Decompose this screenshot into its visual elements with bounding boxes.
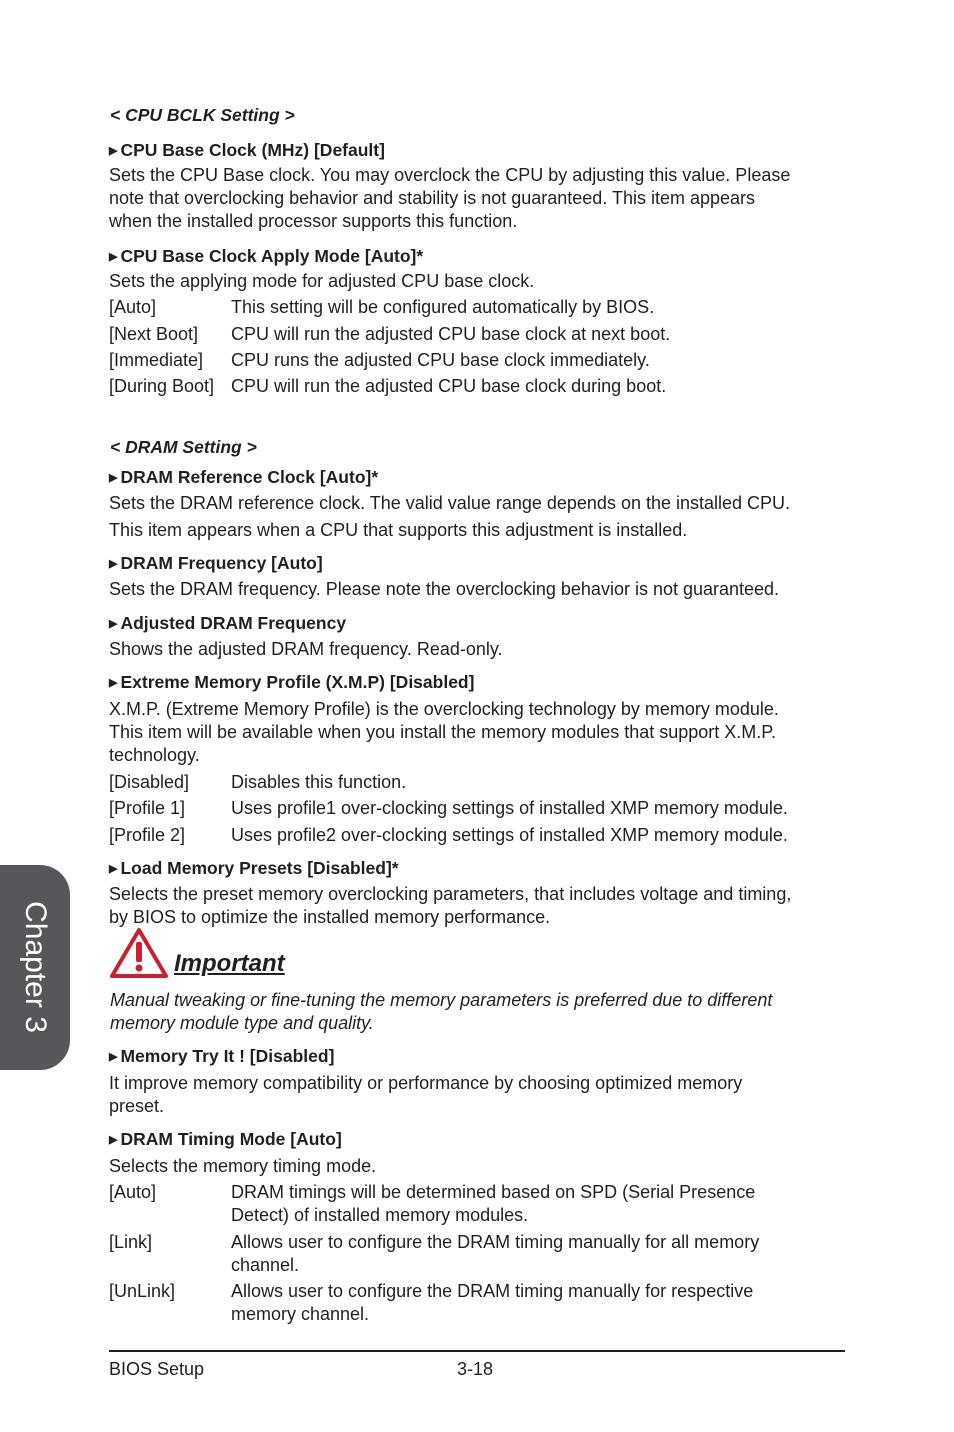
paragraph-line: by BIOS to optimize the installed memory performance. (109, 907, 551, 927)
paragraph-line: It improve memory compatibility or performance by choosing optimized memory (109, 1073, 743, 1093)
chapter-tab-label: Chapter 3 (19, 901, 52, 1033)
item-heading-cpu-apply-mode (109, 246, 423, 267)
section-title-cpu-bclk: < CPU BCLK Setting > (110, 105, 295, 125)
option-desc: memory channel. (231, 1304, 370, 1324)
bullet-triangle-icon: ▶ (109, 558, 118, 570)
option-desc: Disables this function. (231, 772, 407, 792)
option-desc: Uses profile1 over-clocking settings of installed XMP memory module. (231, 798, 788, 818)
paragraph-line: Selects the preset memory overclocking parameters, that includes voltage and timing, (109, 884, 792, 904)
option-desc: Allows user to configure the DRAM timing manually for all memory (231, 1232, 760, 1252)
item-heading-dram-frequency (109, 553, 323, 574)
item-heading-dram-timing-mode (109, 1129, 342, 1150)
paragraph-line: This item will be available when you install the memory modules that support X.M.P. (109, 722, 776, 742)
item-heading-label: DRAM Frequency [Auto] (120, 553, 323, 573)
paragraph-line: Sets the DRAM frequency. Please note the overclocking behavior is not guaranteed. (109, 579, 780, 599)
bullet-triangle-icon: ▶ (109, 863, 118, 875)
item-heading-label: Adjusted DRAM Frequency (120, 613, 347, 633)
option-key: [Auto] (109, 297, 157, 317)
important-heading: Important (174, 950, 285, 977)
item-heading-adjusted-dram-frequency (109, 613, 346, 634)
paragraph-line: preset. (109, 1096, 165, 1116)
bullet-triangle-icon: ▶ (109, 618, 118, 630)
bullet-triangle-icon: ▶ (109, 145, 118, 157)
paragraph-line: note that overclocking behavior and stability is not guaranteed. This item appears (109, 188, 756, 208)
option-desc: Detect) of installed memory modules. (231, 1205, 529, 1225)
bullet-triangle-icon: ▶ (109, 251, 118, 263)
item-heading-xmp (109, 672, 474, 693)
option-desc: CPU will run the adjusted CPU base clock at next boot. (231, 324, 671, 344)
paragraph-line: Selects the memory timing mode. (109, 1156, 377, 1176)
paragraph-line: technology. (109, 745, 200, 765)
option-key: [During Boot] (109, 376, 215, 396)
item-heading-label: DRAM Reference Clock [Auto]* (120, 467, 379, 487)
option-key: [Link] (109, 1232, 153, 1252)
paragraph-line: Shows the adjusted DRAM frequency. Read-only. (109, 639, 503, 659)
item-heading-label: CPU Base Clock Apply Mode [Auto]* (120, 246, 424, 266)
item-heading-label: CPU Base Clock (MHz) [Default] (120, 140, 385, 160)
option-desc: Uses profile2 over-clocking settings of installed XMP memory module. (231, 825, 788, 845)
item-heading-cpu-base-clock (109, 140, 385, 161)
item-heading-label: DRAM Timing Mode [Auto] (120, 1129, 342, 1149)
item-heading-dram-ref-clock (109, 467, 378, 488)
item-heading-label: Memory Try It ! [Disabled] (120, 1046, 335, 1066)
option-desc: This setting will be configured automatically by BIOS. (231, 297, 655, 317)
paragraph-line: X.M.P. (Extreme Memory Profile) is the overclocking technology by memory module. (109, 699, 779, 719)
item-heading-label: Extreme Memory Profile (X.M.P) [Disabled] (120, 672, 475, 692)
important-note-line: Manual tweaking or fine-tuning the memory parameters is preferred due to different (110, 990, 773, 1010)
page-number: 3-18 (457, 1359, 494, 1379)
paragraph-line: Sets the applying mode for adjusted CPU base clock. (109, 271, 535, 291)
option-desc: CPU will run the adjusted CPU base clock during boot. (231, 376, 667, 396)
item-heading-load-memory-presets (109, 858, 399, 879)
item-heading-memory-try-it (109, 1046, 334, 1067)
bullet-triangle-icon: ▶ (109, 1051, 118, 1063)
footer-title: BIOS Setup (109, 1359, 205, 1379)
paragraph-line: Sets the CPU Base clock. You may overclock the CPU by adjusting this value. Please (109, 165, 791, 185)
option-desc: CPU runs the adjusted CPU base clock immediately. (231, 350, 650, 370)
option-key: [Profile 2] (109, 825, 186, 845)
option-desc: Allows user to configure the DRAM timing manually for respective (231, 1281, 754, 1301)
bullet-triangle-icon: ▶ (109, 677, 118, 689)
item-heading-label: Load Memory Presets [Disabled]* (120, 858, 399, 878)
option-desc: channel. (231, 1255, 300, 1275)
bullet-triangle-icon: ▶ (109, 472, 118, 484)
important-note-line: memory module type and quality. (110, 1013, 374, 1033)
footer-divider (109, 1350, 845, 1352)
option-desc: DRAM timings will be determined based on SPD (Serial Presence (231, 1182, 756, 1202)
option-key: [Disabled] (109, 772, 190, 792)
bullet-triangle-icon: ▶ (109, 1134, 118, 1146)
option-key: [Profile 1] (109, 798, 186, 818)
option-key: [Immediate] (109, 350, 204, 370)
paragraph-line: This item appears when a CPU that supports this adjustment is installed. (109, 520, 688, 540)
option-key: [Auto] (109, 1182, 157, 1202)
section-title-dram: < DRAM Setting > (110, 437, 257, 457)
paragraph-line: Sets the DRAM reference clock. The valid value range depends on the installed CPU. (109, 493, 791, 513)
option-key: [UnLink] (109, 1281, 176, 1301)
option-key: [Next Boot] (109, 324, 199, 344)
paragraph-line: when the installed processor supports this function. (109, 211, 518, 231)
warning-triangle-icon (108, 926, 170, 980)
